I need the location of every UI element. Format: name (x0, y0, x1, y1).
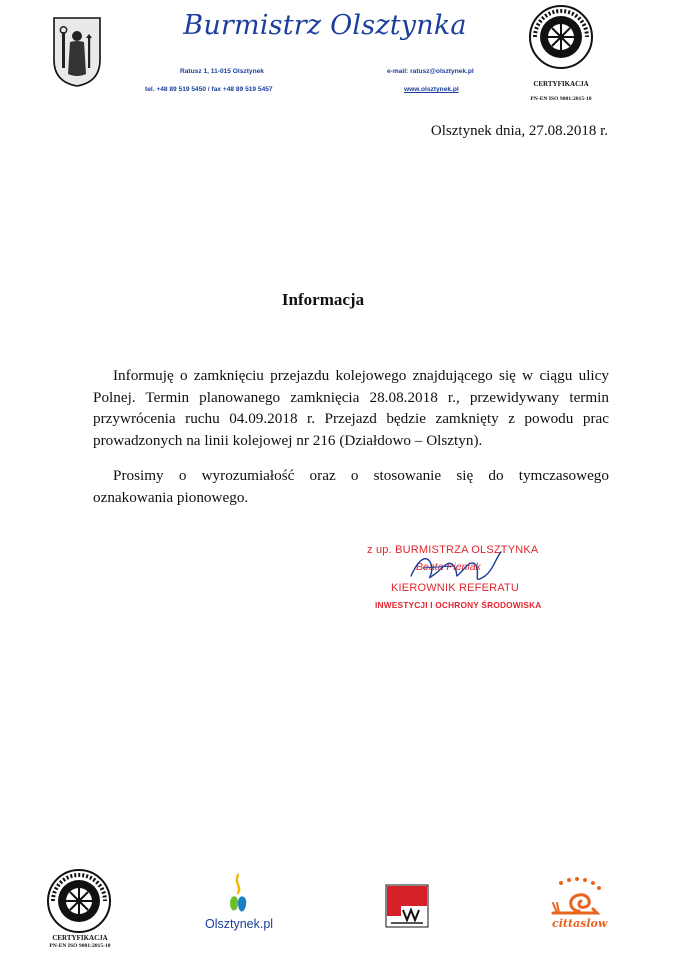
stamp-position: KIEROWNIK REFERATU (391, 582, 520, 594)
pm-fund-logo-icon (385, 884, 429, 928)
phone-fax-text: tel. +48 89 519 5450 / fax +48 89 519 5457 (145, 86, 273, 93)
coat-of-arms-icon (52, 16, 102, 88)
paragraph-line: przywrócenia ruchu 04.09.2018 r. Przejazd będzie zamknięty z powodu prac (93, 410, 609, 427)
stamp-name: Beata Pieniak (416, 561, 481, 573)
paragraph-line: Prosimy o wyrozumiałość oraz o stosowanie się do tymczasowego (113, 467, 609, 484)
cittaslow-brand: cittaslow (552, 917, 608, 930)
date-line: Olsztynek dnia, 27.08.2018 r. (430, 123, 608, 139)
paragraph-line: oznakowania pionowego. (93, 488, 249, 506)
paragraph-line: prowadzonych na linii kolejowej nr 216 (Działdowo – Olsztyn). (93, 431, 483, 449)
body-paragraph (93, 465, 609, 508)
chamber-of-commerce-seal-icon (46, 868, 112, 934)
paragraph-line: Informuję o zamknięciu przejazdu kolejowego znajdującego się w ciągu ulicy (113, 367, 609, 384)
website-link[interactable]: www.olsztynek.pl (404, 86, 459, 93)
body-paragraph (93, 365, 609, 451)
document-heading: Informacja (281, 290, 365, 309)
olsztynek-logo-icon (226, 873, 250, 917)
paragraph-line: Polnej. Termin planowanego zamknięcia 28.08.2018 r., przewidywany termin (93, 388, 609, 406)
stamp-department: INWESTYCJI I OCHRONY ŚRODOWISKA (375, 600, 542, 610)
mayor-title: Burmistrz Olsztynka (183, 10, 467, 41)
handwritten-signature (405, 546, 515, 590)
stamp-authority-line: z up. BURMISTRZA OLSZTYNKA (367, 544, 539, 556)
olsztynek-brand: Olsztynek.pl (205, 917, 274, 931)
email-text: e-mail: ratusz@olsztynek.pl (387, 68, 474, 75)
certification-standard: PN-EN ISO 9001:2015-10 (49, 943, 111, 949)
address-text: Ratusz 1, 11-015 Olsztynek (180, 68, 264, 75)
chamber-of-commerce-seal-icon (528, 4, 594, 70)
certification-label: CERTYFIKACJA (52, 934, 108, 942)
certification-label: CERTYFIKACJA (533, 80, 589, 88)
certification-standard: PN-EN ISO 9001:2015-10 (530, 96, 592, 102)
